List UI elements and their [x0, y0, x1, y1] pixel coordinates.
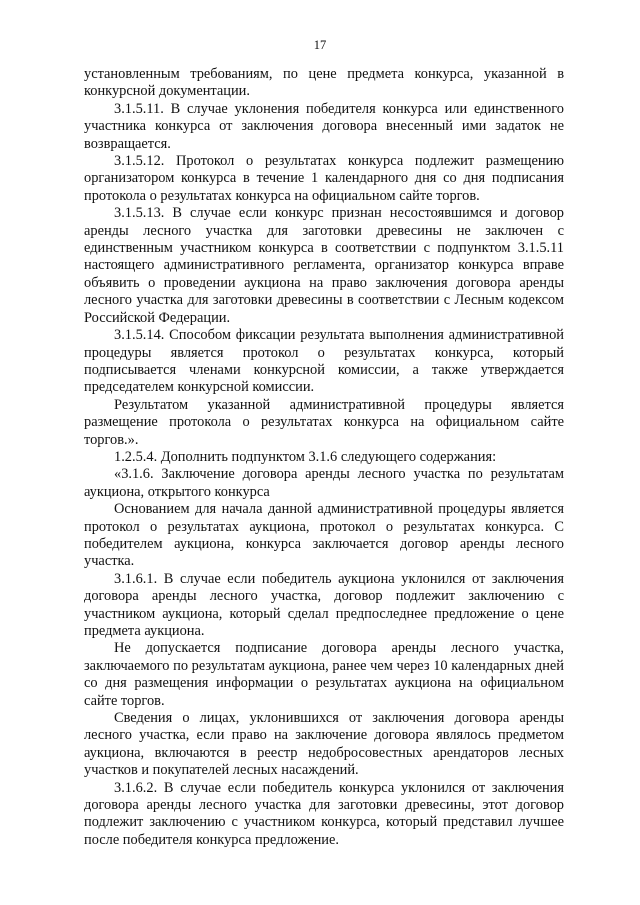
paragraph: установленным требованиям, по цене предмета конкурса, указанной в конкурсной документации. — [84, 66, 564, 100]
paragraph: 3.1.5.12. Протокол о результатах конкурса подлежит размещению организатором конкурса в течение 1 календарного дня со дня подписания протокола о результатах конкурса на официальном сайте торгов. — [84, 153, 564, 204]
page-number: 17 — [313, 38, 327, 52]
paragraph: 3.1.5.13. В случае если конкурс признан несостоявшимся и договор аренды лесного участка для заготовки древесины не заключен с единственным участником конкурса в соответствии с подпунктом 3.1.5.11 настоящего административного регламента, организатор конкурса вправе объявить о проведении аукциона на право заключения договора аренды лесного участка для заготовки древесины в соответствии с Лесным кодексом Российской Федерации. — [84, 205, 564, 326]
paragraph: Основанием для начала данной административной процедуры является протокол о результатах аукциона, протокол о результатах конкурса. С победителем аукциона, конкурса заключается договор аренды лесного участка. — [84, 501, 564, 570]
paragraph: Результатом указанной административной процедуры является размещение протокола о результатах конкурса на официальном сайте торгов.». — [84, 396, 564, 448]
paragraph: 3.1.6.1. В случае если победитель аукциона уклонился от заключения договора аренды лесного участка, договор подлежит заключению с участником аукциона, который сделал предпоследнее предложение о цене предмета аукциона. — [84, 570, 564, 639]
paragraph: Не допускается подписание договора аренды лесного участка, заключаемого по результатам аукциона, ранее чем через 10 календарных дней со дня размещения информации о результатах аукциона на официальном сайте торгов. — [84, 640, 564, 709]
paragraph: Сведения о лицах, уклонившихся от заключения договора аренды лесного участка, если право на заключение договора являлось предметом аукциона, включаются в реестр недобросовестных арендаторов лесных участков и покупателей лесных насаждений. — [84, 710, 564, 779]
section-heading: «3.1.6. Заключение договора аренды лесного участка по результатам аукциона, открытого конкурса — [84, 466, 564, 500]
paragraph: 3.1.6.2. В случае если победитель конкурса уклонился от заключения договора аренды лесного участка для заготовки древесины, этот договор подлежит заключению с участником конкурса, который представил лучшее после победителя конкурса предложение. — [84, 779, 564, 848]
paragraph: 3.1.5.11. В случае уклонения победителя конкурса или единственного участника конкурса от заключения договора внесенный ими задаток не возвращается. — [84, 100, 564, 152]
body-text — [84, 66, 564, 849]
paragraph: 3.1.5.14. Способом фиксации результата выполнения административной процедуры является протокол о результатах конкурса, который подписывается членами конкурсной комиссии, а также утверждается председателем конкурсной комиссии. — [84, 327, 564, 396]
paragraph: 1.2.5.4. Дополнить подпунктом 3.1.6 следующего содержания: — [114, 448, 497, 465]
